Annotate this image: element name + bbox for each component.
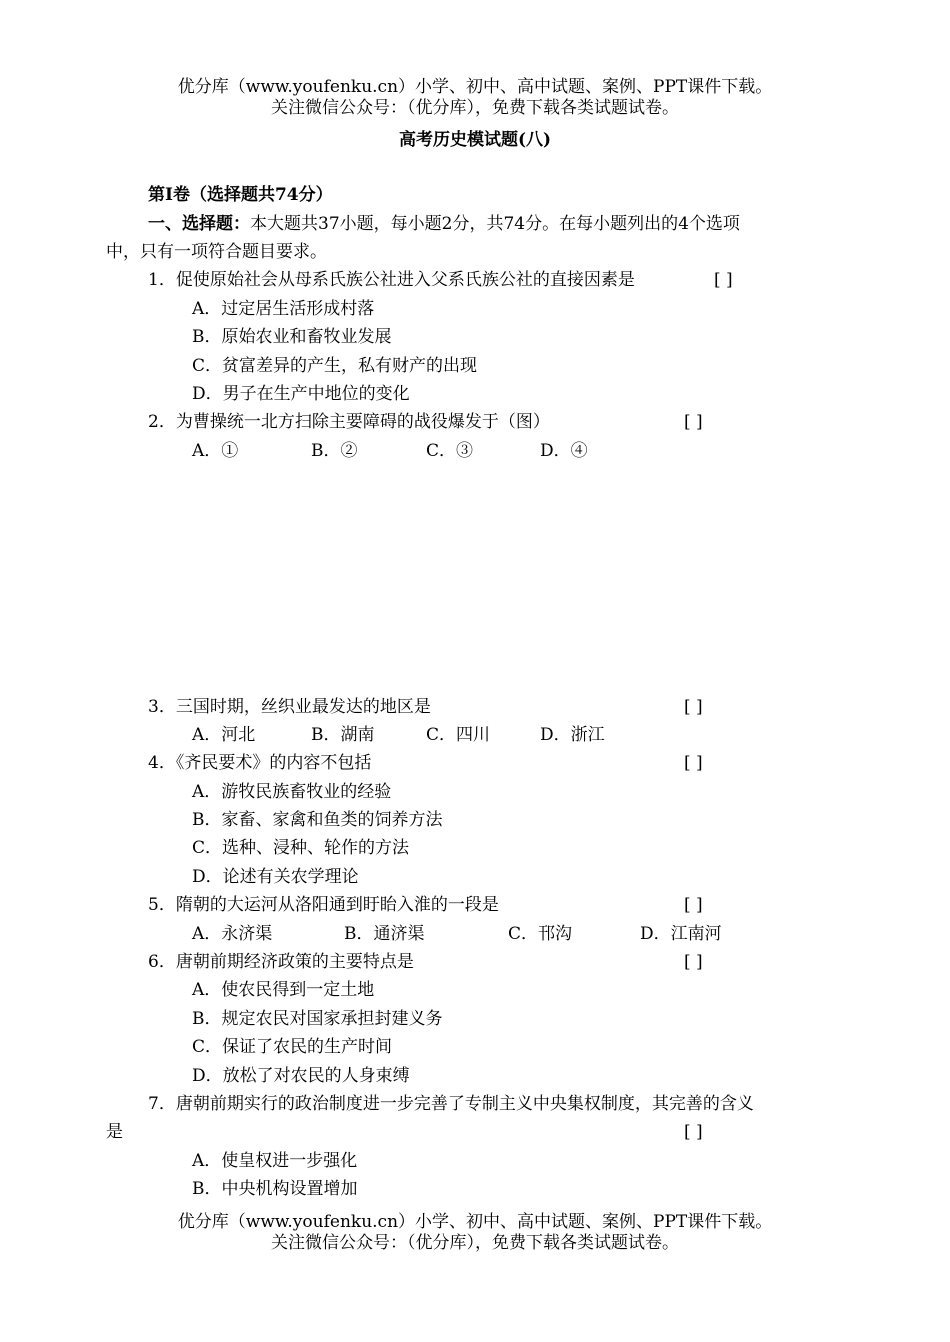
question-3-option-a: A．河北: [192, 725, 256, 745]
question-1-answer-bracket: [ ]: [714, 270, 733, 290]
question-5-stem: 5．隋朝的大运河从洛阳通到盱眙入淮的一段是: [148, 895, 499, 915]
header-line-1: 优分库（www.youfenku.cn）小学、初中、高中试题、案例、PPT课件下载。: [177, 77, 773, 97]
instructions-continued: 中，只有一项符合题目要求。: [106, 242, 327, 262]
question-4-answer-bracket: [ ]: [684, 753, 703, 773]
question-6-option-b: B．规定农民对国家承担封建义务: [192, 1009, 443, 1029]
question-2-option-a: A．①: [192, 441, 239, 461]
question-5-option-a: A．永济渠: [192, 924, 273, 944]
question-4-option-a: A．游牧民族畜牧业的经验: [192, 782, 392, 802]
question-6-stem: 6．唐朝前期经济政策的主要特点是: [148, 952, 414, 972]
header-line-2: 关注微信公众号：（优分库），免费下载各类试题试卷。: [271, 98, 679, 118]
question-7-option-b: B．中央机构设置增加: [192, 1179, 358, 1199]
footer-line-1: 优分库（www.youfenku.cn）小学、初中、高中试题、案例、PPT课件下载。: [177, 1212, 773, 1232]
instructions: [148, 213, 740, 235]
question-7-stem-continued: 是: [106, 1122, 123, 1142]
question-1-option-a: A．过定居生活形成村落: [192, 299, 375, 319]
question-6-option-a: A．使农民得到一定土地: [192, 980, 375, 1000]
question-5-option-b: B．通济渠: [344, 924, 425, 944]
question-5-answer-bracket: [ ]: [684, 895, 703, 915]
question-4-option-d: D．论述有关农学理论: [192, 867, 359, 887]
question-1-option-d: D．男子在生产中地位的变化: [192, 384, 410, 404]
question-6-option-d: D．放松了对农民的人身束缚: [192, 1066, 410, 1086]
question-2-option-b: B．②: [311, 441, 358, 461]
question-2-answer-bracket: [ ]: [684, 412, 703, 432]
figure-placeholder: [148, 470, 748, 690]
question-2-option-d: D．④: [540, 441, 588, 461]
question-7-stem: 7．唐朝前期实行的政治制度进一步完善了专制主义中央集权制度，其完善的含义: [148, 1094, 754, 1114]
question-3-stem: 3．三国时期，丝织业最发达的地区是: [148, 697, 431, 717]
question-3-option-c: C．四川: [426, 725, 491, 745]
question-5-option-c: C．邗沟: [508, 924, 573, 944]
instructions-text: 本大题共37小题，每小题2分，共74分。在每小题列出的4个选项: [250, 214, 740, 234]
question-1-stem: 1．促使原始社会从母系氏族公社进入父系氏族公社的直接因素是: [148, 270, 635, 290]
question-3-option-d: D．浙江: [540, 725, 605, 745]
page-title: 高考历史模试题(八): [398, 130, 552, 150]
question-1-option-c: C．贫富差异的产生，私有财产的出现: [192, 356, 478, 376]
instructions-label: 一、选择题：: [148, 214, 250, 234]
question-7-option-a: A．使皇权进一步强化: [192, 1151, 358, 1171]
question-4-option-b: B．家畜、家禽和鱼类的饲养方法: [192, 810, 443, 830]
section-heading: 第Ⅰ卷（选择题共74分）: [148, 185, 333, 205]
question-5-option-d: D．江南河: [640, 924, 722, 944]
question-4-stem: 4．《齐民要术》的内容不包括: [148, 753, 372, 773]
question-6-answer-bracket: [ ]: [684, 952, 703, 972]
question-3-answer-bracket: [ ]: [684, 697, 703, 717]
question-1-option-b: B．原始农业和畜牧业发展: [192, 327, 392, 347]
question-6-option-c: C．保证了农民的生产时间: [192, 1037, 393, 1057]
question-2-option-c: C．③: [426, 441, 474, 461]
question-4-option-c: C．选种、浸种、轮作的方法: [192, 838, 410, 858]
question-7-answer-bracket: [ ]: [684, 1122, 703, 1142]
footer-line-2: 关注微信公众号：（优分库），免费下载各类试题试卷。: [271, 1233, 679, 1253]
question-2-stem: 2．为曹操统一北方扫除主要障碍的战役爆发于（图）: [148, 412, 550, 432]
question-3-option-b: B．湖南: [311, 725, 375, 745]
